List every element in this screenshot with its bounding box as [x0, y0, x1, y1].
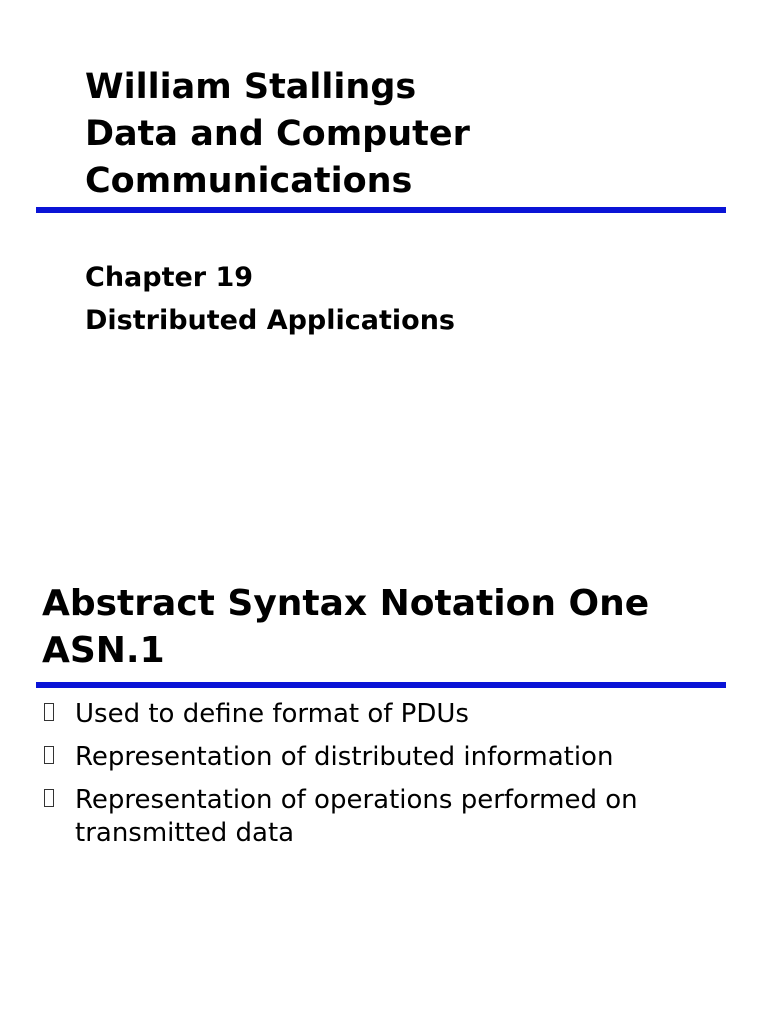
square-bullet-icon	[44, 703, 54, 721]
square-bullet-icon	[44, 746, 54, 764]
title-line-author: William Stallings	[85, 67, 417, 107]
chapter-name: Distributed Applications	[85, 305, 455, 336]
content-slide	[0, 512, 768, 1024]
bullet-text: Used to define format of PDUs	[75, 699, 469, 729]
list-item	[40, 784, 730, 850]
bullet-text: Representation of operations performed on transmitted data	[75, 785, 638, 848]
square-bullet-icon	[44, 789, 54, 807]
heading-line-1: Abstract Syntax Notation One	[42, 583, 650, 624]
list-item	[40, 741, 730, 774]
chapter-number: Chapter 19	[85, 262, 254, 293]
chapter-subtitle	[85, 256, 455, 342]
bullet-text: Representation of distributed information	[75, 742, 614, 772]
heading-divider	[36, 682, 726, 688]
list-item	[40, 698, 730, 731]
title-line-book-2: Communications	[85, 161, 413, 201]
heading-line-2: ASN.1	[42, 630, 165, 671]
slide-title	[85, 64, 470, 205]
slide-heading	[42, 580, 649, 674]
bullet-list	[40, 698, 730, 860]
title-line-book-1: Data and Computer	[85, 114, 470, 154]
title-divider	[36, 207, 726, 213]
